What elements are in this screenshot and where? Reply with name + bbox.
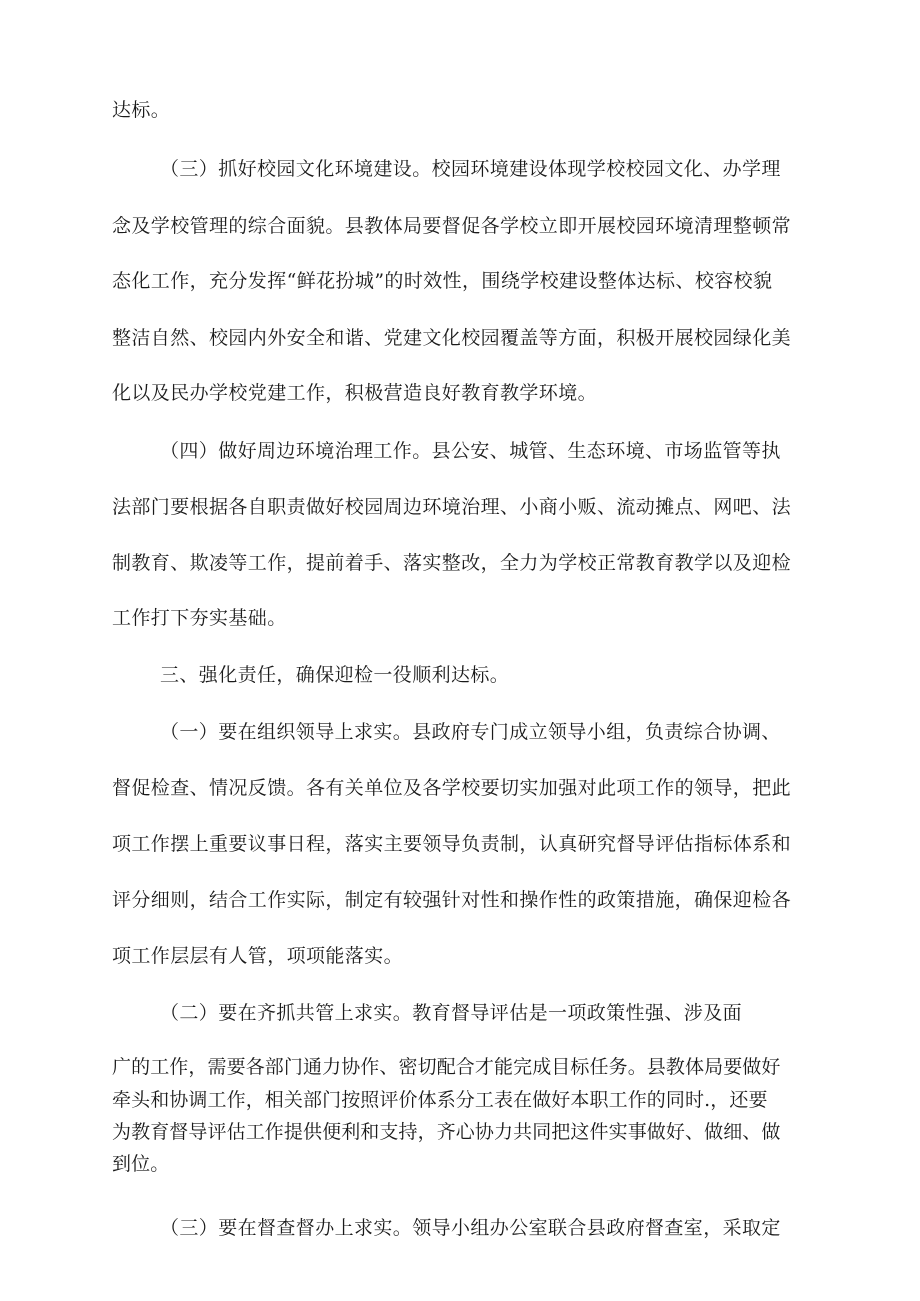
text-line: 达标。 <box>112 99 171 121</box>
section-heading: 三、强化责任，确保迎检一役顺利达标。 <box>160 664 510 686</box>
paragraph-heading-line: （二）要在齐抓共管上求实。教育督导评估是一项政策性强、涉及面 <box>160 1002 743 1024</box>
text-line: 态化工作，充分发挥“鲜花扮城”的时效性，围绕学校建设整体达标、校容校貌 <box>112 270 773 292</box>
text-line: 念及学校管理的综合面貌。县教体局要督促各学校立即开展校园环境清理整顿常 <box>112 215 792 237</box>
text-line: 项工作摆上重要议事日程，落实主要领导负责制，认真研究督导评估指标体系和 <box>112 833 792 855</box>
text-line: 督促检查、情况反馈。各有关单位及各学校要切实加强对此项工作的领导，把此 <box>112 777 792 799</box>
text-line: 为教育督导评估工作提供便利和支持，齐心协力共同把这件实事做好、做细、做 <box>112 1121 781 1143</box>
text-line: 项工作层层有人管，项项能落实。 <box>112 945 404 967</box>
paragraph-heading-line: （三）要在督查督办上求实。领导小组办公室联合县政府督查室，采取定 <box>160 1217 781 1239</box>
text-line: 制教育、欺凌等工作，提前着手、落实整改，全力为学校正常教育教学以及迎检 <box>112 552 792 574</box>
paragraph-heading-line: （四）做好周边环境治理工作。县公安、城管、生态环境、市场监管等执 <box>160 440 781 462</box>
text-line: 牵头和协调工作，相关部门按照评价体系分工表在做好本职工作的同时.，还要 <box>112 1089 768 1111</box>
text-line: 法部门要根据各自职责做好校园周边环境治理、小商小贩、流动摊点、网吧、法 <box>112 496 792 518</box>
text-line: 整洁自然、校园内外安全和谐、党建文化校园覆盖等方面，积极开展校园绿化美 <box>112 327 792 349</box>
text-line: 广的工作，需要各部门通力协作、密切配合才能完成目标任务。县教体局要做好 <box>112 1056 781 1078</box>
paragraph-heading-line: （一）要在组织领导上求实。县政府专门成立领导小组，负责综合协调、 <box>160 721 781 743</box>
text-line: 工作打下夯实基础。 <box>112 607 287 629</box>
text-line: 化以及民办学校党建工作，积极营造良好教育教学环境。 <box>112 382 598 404</box>
paragraph-heading-line: （三）抓好校园文化环境建设。校园环境建设体现学校校园文化、办学理 <box>160 158 781 180</box>
text-line: 评分细则，结合工作实际，制定有较强针对性和操作性的政策措施，确保迎检各 <box>112 889 792 911</box>
text-line: 到位。 <box>112 1153 170 1175</box>
